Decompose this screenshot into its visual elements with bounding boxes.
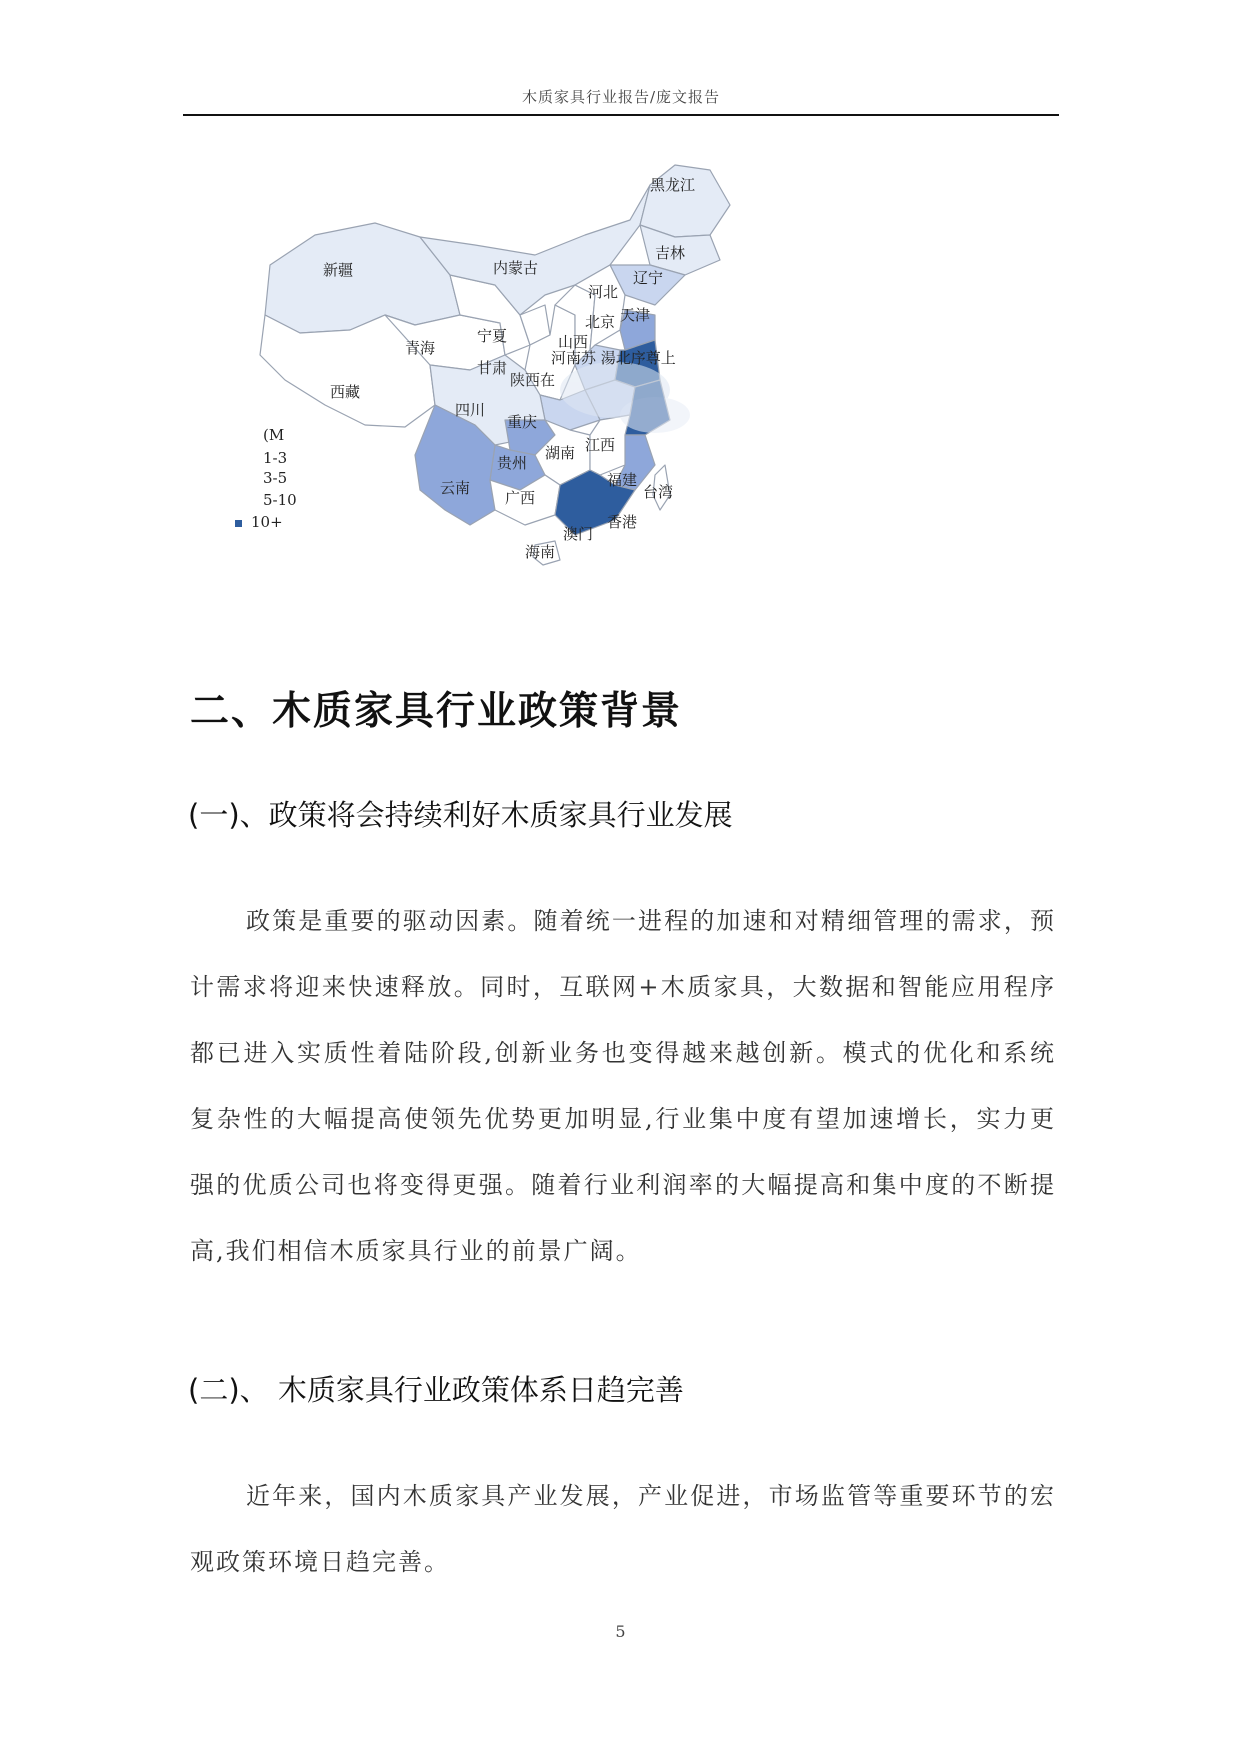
legend-item-1: 1-3 [263, 449, 288, 467]
label-ningxia: 宁夏 [477, 327, 508, 345]
label-jiangxi: 江西 [585, 436, 616, 454]
label-henan-cluster: 河南苏 湯北序尊上 [551, 349, 676, 367]
legend-swatch-4 [235, 520, 242, 527]
label-shaanxi: 陕西在 [510, 371, 556, 389]
label-qinghai: 青海 [405, 339, 436, 357]
subsection-title-1: (一)、政策将会持续利好木质家具行业发展 [188, 798, 733, 832]
label-chongqing: 重庆 [507, 413, 538, 431]
label-fujian: 福建 [607, 471, 638, 489]
legend-title: (M [263, 426, 285, 444]
label-gansu: 甘肃 [477, 359, 508, 377]
label-liaoning: 辽宁 [633, 269, 664, 287]
label-xinjiang: 新疆 [323, 261, 354, 279]
subsection-title-2: (二)、 木质家具行业政策体系日趋完善 [188, 1373, 684, 1407]
label-xizang: 西藏 [330, 383, 361, 401]
china-distribution-map [251, 165, 835, 635]
label-heilongjiang: 黑龙江 [650, 176, 696, 194]
label-tianjin: 天津 [620, 306, 651, 324]
label-hunan: 湖南 [545, 444, 576, 462]
subsection-body-2: 近年来，国内木质家具产业发展，产业促进，市场监管等重要环节的宏观政策环境日趋完善。 [190, 1482, 1056, 1576]
label-guizhou: 贵州 [497, 454, 528, 472]
legend-item-2: 3-5 [263, 469, 288, 487]
label-hebei: 河北 [588, 283, 619, 301]
label-neimenggu: 内蒙古 [493, 259, 539, 277]
page-number: 5 [615, 1622, 626, 1641]
label-beijing: 北京 [585, 313, 616, 331]
label-hainan: 海南 [525, 543, 556, 561]
legend-item-4: 10+ [251, 513, 283, 531]
header-rule [183, 114, 1059, 116]
label-sichuan: 四川 [455, 401, 486, 419]
subsection-body-1: 政策是重要的驱动因素。随着统一进程的加速和对精细管理的需求，预计需求将迎来快速释放。同时，互联网+木质家具，大数据和智能应用程序都已进入实质性着陆阶段,创新业务也变得越来越创新。模式的优化和系统复杂性的大幅提高使领先优势更加明显,行业集中度有望加速增长，实力更强的优质公司也将变得更强。随着行业利润率的大幅提高和集中度的不断提高,我们相信木质家具行业的前景广阔。 [190, 907, 1056, 1265]
map-legend [235, 426, 297, 531]
running-header: 木质家具行业报告/庞文报告 [521, 88, 721, 106]
label-shanxi: 山西 [558, 333, 589, 351]
label-guangxi: 广西 [505, 489, 536, 507]
label-xianggang: 香港 [607, 513, 638, 531]
label-jilin: 吉林 [655, 244, 686, 262]
section-title: 二、木质家具行业政策背景 [190, 689, 683, 734]
label-aomen: 澳门 [563, 525, 594, 543]
label-taiwan: 台湾 [643, 483, 674, 501]
legend-item-3: 5-10 [263, 491, 297, 509]
label-yunnan: 云南 [440, 479, 471, 497]
